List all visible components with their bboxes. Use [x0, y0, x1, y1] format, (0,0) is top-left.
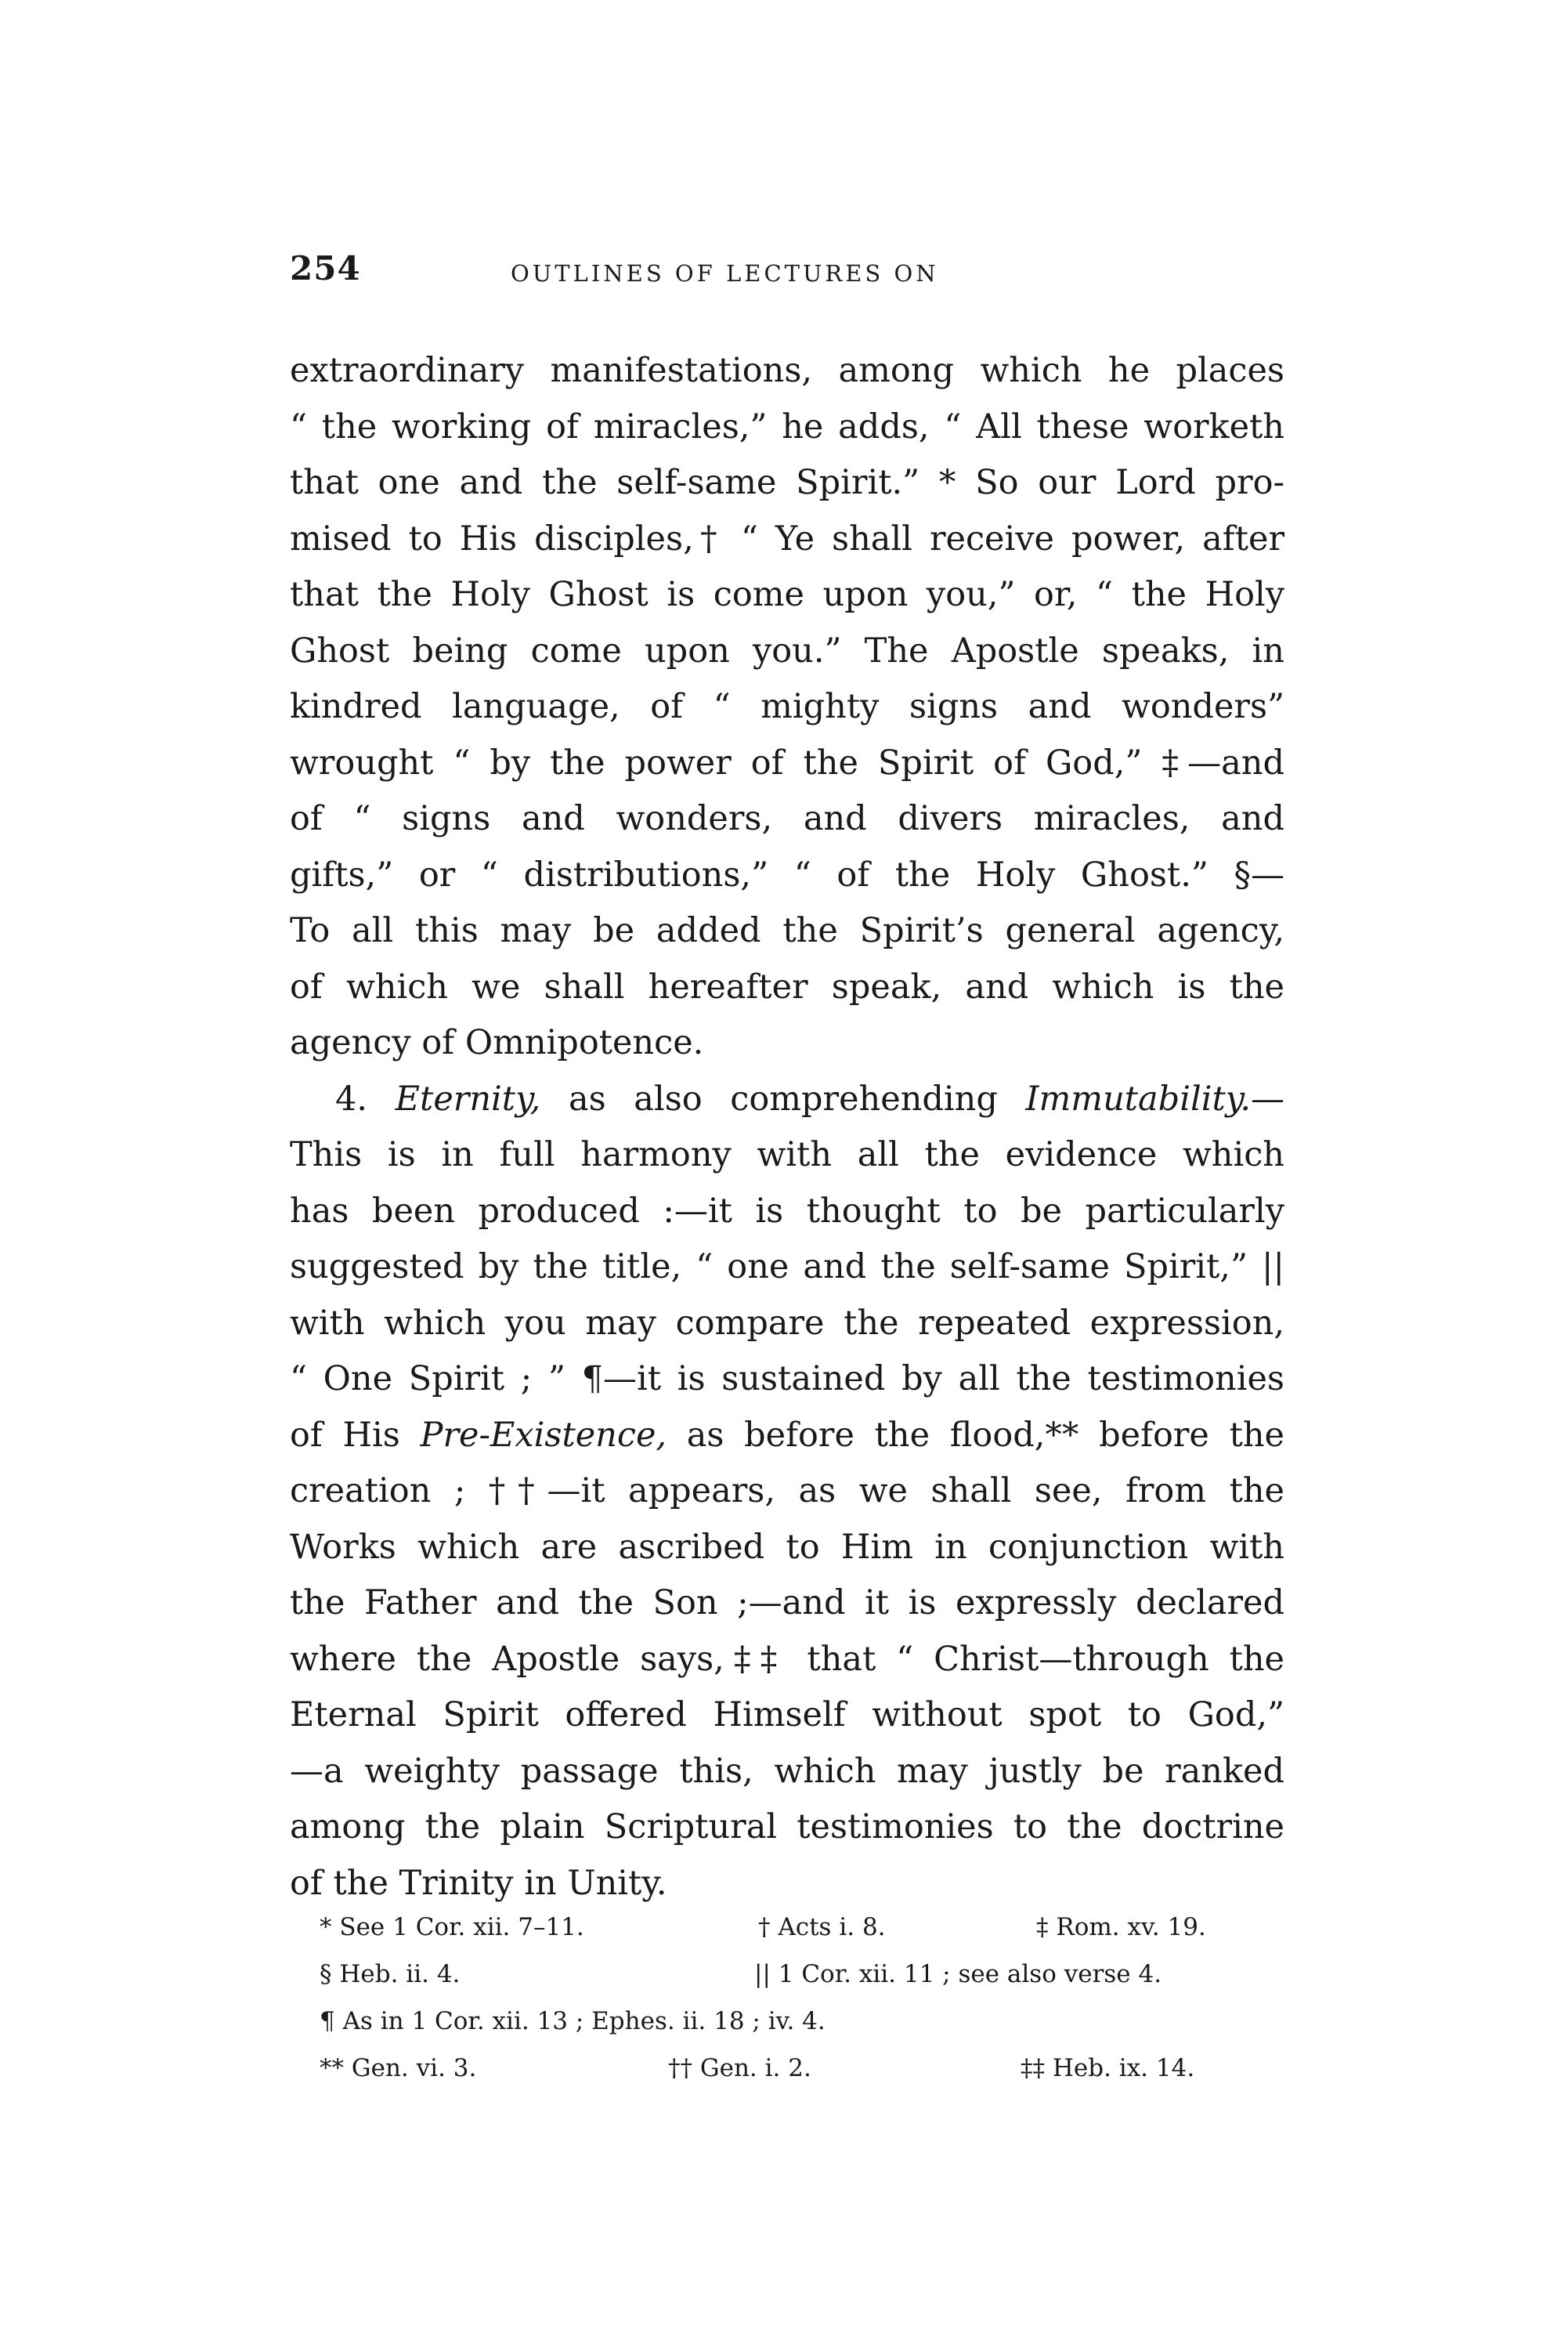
- footnote: || 1 Cor. xii. 11 ; see also verse 4.: [754, 1960, 1162, 1988]
- text-line: extraordinary manifestations, among which he places: [290, 351, 1284, 390]
- text-line: “ the working of miracles,” he adds, “ All these worketh: [290, 407, 1284, 447]
- text-line: of which we shall hereafter speak, and which is the: [290, 967, 1284, 1007]
- text-line: Ghost being come upon you.” The Apostle speaks, in: [290, 631, 1284, 671]
- footnote: †† Gen. i. 2.: [668, 2054, 811, 2082]
- term-eternity: Eternity,: [395, 1079, 541, 1119]
- text-line: gifts,” or “ distributions,” “ of the Holy Ghost.” §—: [290, 855, 1284, 895]
- text-line: suggested by the title, “ one and the self-same Spirit,” ||: [290, 1247, 1284, 1286]
- footnote-row: [320, 2045, 1284, 2092]
- text-run: as before the flood,** before the: [667, 1415, 1284, 1455]
- paragraph-number: 4.: [335, 1079, 368, 1119]
- footnote: § Heb. ii. 4.: [320, 1960, 461, 1988]
- text-line: “ One Spirit ; ” ¶—it is sustained by all the testimonies: [290, 1359, 1284, 1398]
- text-line: where the Apostle says,‡‡ that “ Christ—through the: [290, 1639, 1284, 1679]
- text-line: with which you may compare the repeated expression,: [290, 1303, 1284, 1343]
- page-number: 254: [290, 249, 361, 288]
- text-line: the Father and the Son ;—and it is expressly declared: [290, 1583, 1284, 1622]
- term-immutability: Immutability.—: [1025, 1079, 1284, 1119]
- text-line: among the plain Scriptural testimonies to the doctrine: [290, 1807, 1284, 1846]
- footnote: ** Gen. vi. 3.: [320, 2054, 477, 2082]
- footnote: ‡ Rom. xv. 19.: [1036, 1913, 1206, 1941]
- footnote: ‡‡ Heb. ix. 14.: [1021, 2054, 1195, 2082]
- text-line: of “ signs and wonders, and divers miracles, and: [290, 799, 1284, 838]
- text-line: kindred language, of “ mighty signs and wonders”: [290, 687, 1284, 726]
- footnote: ¶ As in 1 Cor. xii. 13 ; Ephes. ii. 18 ; iv. 4.: [320, 2007, 826, 2035]
- text-line: agency of Omnipotence.: [290, 1023, 704, 1062]
- text-line: Eternal Spirit offered Himself without spot to God,”: [290, 1695, 1284, 1734]
- paragraph-heading-line: [290, 1072, 1284, 1128]
- text-line: creation ; ††—it appears, as we shall see, from the: [290, 1471, 1284, 1510]
- text-line: This is in full harmony with all the evidence which: [290, 1135, 1284, 1174]
- text-line: —a weighty passage this, which may justly be ranked: [290, 1751, 1284, 1791]
- footnotes: [320, 1904, 1284, 2092]
- text-line: Works which are ascribed to Him in conjunction with: [290, 1527, 1284, 1567]
- footnote-row: [320, 1998, 1284, 2045]
- footnote-row: [320, 1904, 1284, 1951]
- text-line: of the Trinity in Unity.: [290, 1863, 667, 1903]
- term-pre-existence: Pre-Existence,: [420, 1415, 667, 1455]
- text-run: as also comprehending: [540, 1079, 1026, 1119]
- footnote: † Acts i. 8.: [758, 1913, 886, 1941]
- footnote-row: [320, 1951, 1284, 1998]
- text-line: wrought “ by the power of the Spirit of God,” ‡—and: [290, 743, 1284, 783]
- text-run: of His: [290, 1415, 421, 1455]
- page-header: [290, 249, 1284, 296]
- text-line: [290, 1408, 1284, 1464]
- text-line: To all this may be added the Spirit’s general agency,: [290, 911, 1284, 950]
- body-text: [290, 343, 1284, 1912]
- text-line: that the Holy Ghost is come upon you,” or, “ the Holy: [290, 575, 1284, 614]
- running-head: OUTLINES OF LECTURES ON: [511, 260, 939, 287]
- footnote: * See 1 Cor. xii. 7–11.: [320, 1913, 584, 1941]
- text-line: that one and the self-same Spirit.” * So our Lord pro-: [290, 463, 1284, 502]
- text-line: has been produced :—it is thought to be particularly: [290, 1191, 1284, 1231]
- text-line: mised to His disciples,† “ Ye shall receive power, after: [290, 519, 1284, 559]
